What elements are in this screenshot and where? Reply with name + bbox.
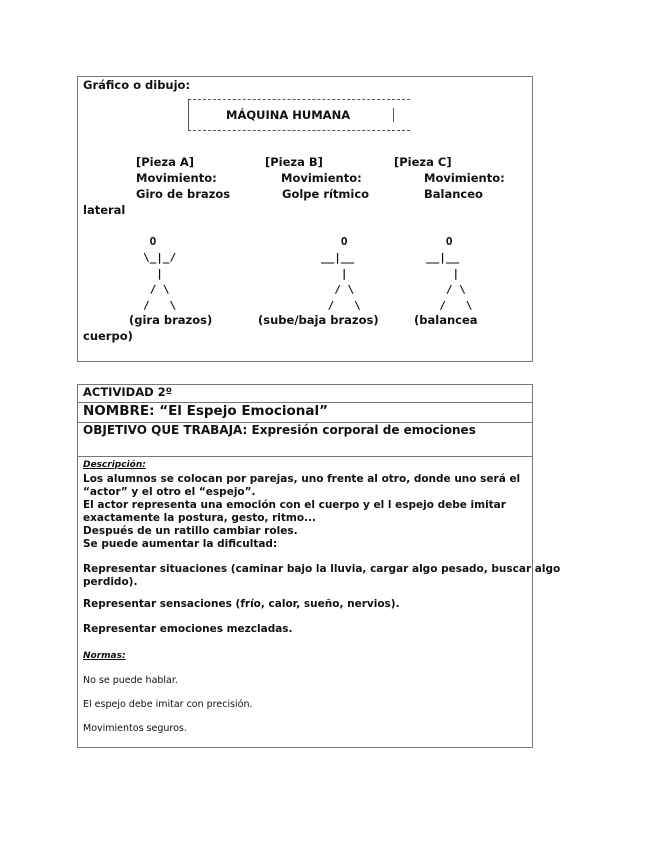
rule-item: Movimientos seguros. <box>83 723 187 734</box>
caption-a: (gira brazos) <box>129 313 213 327</box>
activity-number: ACTIVIDAD 2º <box>83 385 173 399</box>
description-line: El actor representa una emoción con el cuerpo y el l espejo debe imitar <box>83 499 506 511</box>
variant-line: perdido). <box>83 576 138 588</box>
drawing-title: MÁQUINA HUMANA <box>226 108 351 122</box>
caption-c: (balancea <box>414 313 478 327</box>
wrap-lateral: lateral <box>83 203 126 217</box>
rule-item: No se puede hablar. <box>83 675 178 686</box>
description-label: Descripción: <box>83 460 146 470</box>
description-line: exactamente la postura, gesto, ritmo... <box>83 512 317 524</box>
piece-b-mov: Golpe rítmico <box>282 187 370 201</box>
rules-label: Normas: <box>83 651 126 661</box>
activity-objective: OBJETIVO QUE TRABAJA: Expresión corporal de emociones <box>83 423 476 437</box>
caption-b: (sube/baja brazos) <box>258 313 379 327</box>
piece-a-mov-label: Movimiento: <box>136 171 217 185</box>
piece-c-name: [Pieza C] <box>394 155 452 169</box>
rule-item: El espejo debe imitar con precisión. <box>83 699 253 710</box>
variant-line: Representar emociones mezcladas. <box>83 623 293 635</box>
piece-c-mov: Balanceo <box>424 187 483 201</box>
description-line: Se puede aumentar la dificultad: <box>83 538 278 550</box>
activity-name: NOMBRE: “El Espejo Emocional” <box>83 403 329 419</box>
description-line: Después de un ratillo cambiar roles. <box>83 525 298 537</box>
stick-figure-c: O __|__ | / \ / \ <box>426 235 473 312</box>
piece-a-name: [Pieza A] <box>136 155 195 169</box>
description-line: “actor” y el otro el “espejo”. <box>83 486 256 498</box>
drawing-label: Gráfico o dibujo: <box>83 78 191 92</box>
description-line: Los alumnos se colocan por parejas, uno frente al otro, donde uno será el <box>83 473 521 485</box>
piece-b-name: [Pieza B] <box>265 155 323 169</box>
stick-figure-b: O __|__ | / \ / \ <box>321 235 361 312</box>
variant-line: Representar sensaciones (frío, calor, sueño, nervios). <box>83 598 400 610</box>
wrap-cuerpo: cuerpo) <box>83 329 133 343</box>
variant-line: Representar situaciones (caminar bajo la lluvia, cargar algo pesado, buscar algo <box>83 563 561 575</box>
stick-figure-a: O \_|_/ | / \ / \ <box>143 235 177 312</box>
piece-c-mov-label: Movimiento: <box>424 171 505 185</box>
piece-b-mov-label: Movimiento: <box>281 171 362 185</box>
piece-a-mov: Giro de brazos <box>136 187 231 201</box>
